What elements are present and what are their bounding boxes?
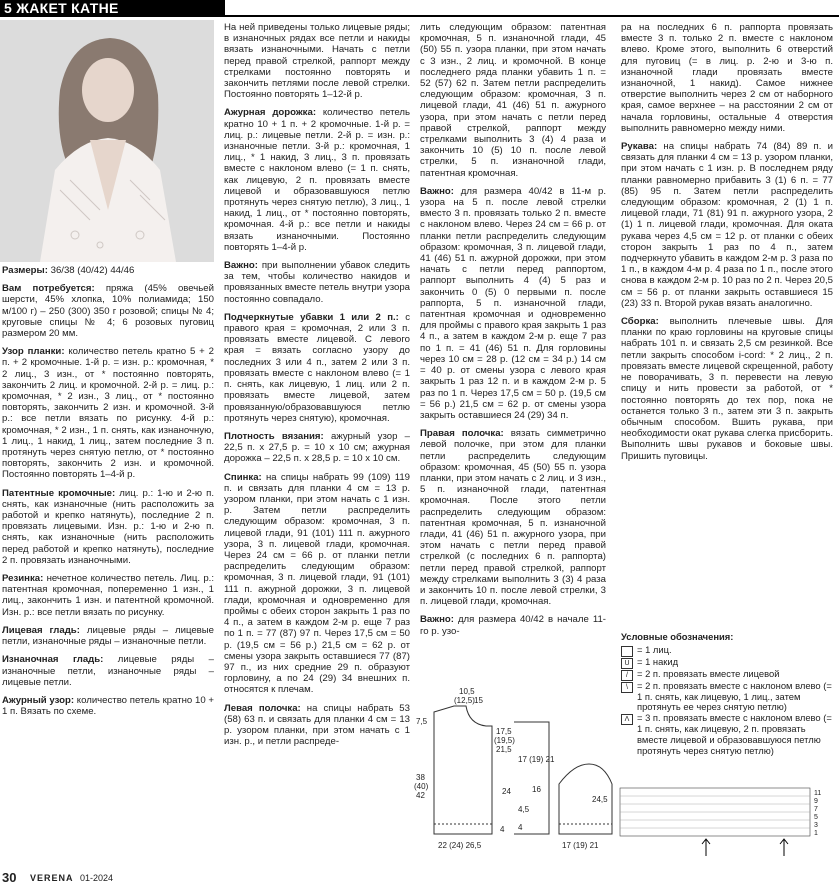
left-front-paragraph <box>224 703 410 748</box>
magazine-name: VERENA <box>30 873 74 883</box>
front-piece-outline <box>434 706 492 834</box>
sleeves-text: на спицы набрать 74 (84) 89 п. и связать для планки 4 см = 13 р. узором планки, при этом начать с 1 изн. р. В последнем ряду планки равномерно прибавить 3 (1) 6 п. = 77 (85) 95 п. Затем петли распределить следующим образом: кромочная, 2 (1) 1 п. лицевой глади, 71 (81) 91 п. ажурного узора, 2 (1) 1 п. лицевой глади, кромочная. Для оката рукава через 4,5 см = 12 р. от планки с обеих сторон закрыть 1 раз по 4 п., затем подчеркнуто убавить в каждом 2-м р. 3 раза по 1 п., в каждом 4-м р. 4 раза по 1 п., после этого снова в каждом 2-м р. 10 раз по 2 п. Через 20,5 см = 56 р. от планки закрыть оставшиеся 15 (23) 33 п. Второй рукав вязать аналогично. <box>621 141 833 309</box>
legend-text: = 2 п. провязать вместе с наклоном влево (= 1 п. снять, как лицевую, 1 лиц., затем протянуть ее через снятую петлю) <box>637 679 832 713</box>
dim-label: 42 <box>416 791 425 800</box>
sizes-label: Размеры: <box>2 265 48 276</box>
right-front-label: Правая полочка: <box>420 428 504 440</box>
important3-label: Важно: <box>420 614 454 626</box>
dim-label: 7,5 <box>416 717 428 726</box>
dim-label: 4,5 <box>518 805 530 814</box>
legend-item <box>621 681 833 713</box>
important3-text: для размера 40/42 в начале 11-го р. узо- <box>420 614 606 637</box>
dim-label: 17 (19) 21 <box>518 755 555 764</box>
assembly-paragraph <box>621 316 833 462</box>
legend-item <box>621 657 833 669</box>
right-front-text: вязать симметрично левой полочке, при этом для планки петли распределить следующим образом: кромочная, 45 (50) 55 п. узора планки, при этом начать с 2 лиц. и 3 изн., 5 п. изнаночной глади, патентная кромочная. После этого петли распределить следующим образом: патентная кромочная, 5 п. изнаночной глади, 41 (46) 51 п. ажурного узора, при этом начать с петли перед правой стрелкой (с последних 6 п. раппорта) петли перед правой стрелкой, раппорт между стрелками выполнить 3 (3) 4 раза и закончить 10 п. после левой стрелки, 3 п. лицевой глади, кромочная. <box>420 428 607 608</box>
openwork-label: Ажурный узор: <box>2 694 75 706</box>
dim-label: 17 (19) 21 <box>562 841 599 850</box>
sleeves-label: Рукава: <box>621 141 658 153</box>
legend-text: = 1 накид <box>637 655 679 667</box>
sk2p-symbol-icon: Λ <box>621 714 633 725</box>
row-number: 7 <box>814 806 818 813</box>
column-4 <box>621 22 833 469</box>
important-label: Важно: <box>224 260 258 272</box>
gauge-paragraph <box>224 431 410 465</box>
openwork-paragraph <box>2 695 214 717</box>
legend-item <box>621 669 833 681</box>
reverse-text: лицевые ряды – изнаночные петли, изнаночные ряды – лицевые петли. <box>2 654 214 688</box>
assembly-label: Сборка: <box>621 316 659 328</box>
dim-label: 24 <box>502 787 511 796</box>
materials-text: пряжа (45% овечьей шерсти, 45% хлопка, 10% полиамида; 150 м/100 г) – 250 (300) 350 г розовой; спицы № 4; круговые спицы № 4; 6 розовых пуговиц размером 20 мм. <box>2 283 214 340</box>
page-number: 30 <box>2 870 17 885</box>
dim-label: 17,5 <box>496 727 512 736</box>
left-front-text: на спицы набрать 53 (58) 63 п. и связать для планки 4 см = 13 р. узором планки, при этом начать с 1 изн. р., и петли распреде- <box>224 702 410 748</box>
important3-paragraph <box>420 614 606 636</box>
important2-label: Важно: <box>420 185 454 197</box>
model-illustration <box>0 20 214 262</box>
decreases-paragraph <box>224 312 410 424</box>
legend-title: Условные обозначения: <box>621 631 734 642</box>
lace-edge-label: Узор планки: <box>2 346 65 358</box>
lace-edge-paragraph <box>2 346 214 480</box>
legend-text: = 3 п. провязать вместе с наклоном влево (= 1 п. снять, как лицевую, 2 п. провязать вместе лицевой и образовавшуюся петлю протянуть через снятую петлю) <box>637 712 832 756</box>
important2-paragraph <box>420 186 606 421</box>
dim-label: (19,5) <box>494 736 515 745</box>
back-paragraph <box>224 472 410 696</box>
important2-text: для размера 40/42 в 11-м р. узора на 5 п. после левой стрелки вместо 3 п. провязать только 2 п. вместе с наклоном влево. Через 24 см = 66 р. от планки петли распределить следующим образом: кромочная, 3 п. лицевой глади, 41 (46) 51 п. ажурной дорожки, при этом начать с петли перед раппортом, раппорт выполнить 4 (4) 5 раз и закончить 0 (5) 0 первыми п. после раппорта, 5 п. изнаночной глади, патентная кромочная и одновременно для проймы с правого края закрыть 1 раз 4 п., а затем в каждом 2-м р. еще 7 раз по 1 п. = 41 (46) 51 п. Для горловины через 10 см = 28 р. (12 см = 34 р.) 14 см = 40 р. от смены узора с левого края закрыть 1 раз 12 п. и в каждом 2-м р. 5 раз по 1 п. Через 17,5 см = 50 р. (19,5 см = 56 р.) 21,5 см = 62 р. от смены узора закрыть оставшиеся 24 (29) 34 п. <box>420 185 606 421</box>
dim-label: (40) <box>414 782 429 791</box>
sleeves-paragraph <box>621 141 833 309</box>
k2tog-symbol-icon: / <box>621 670 633 681</box>
back-label: Спинка: <box>224 471 262 483</box>
stockinette-text: лицевые ряды – лицевые петли, изнаночные ряды – изнаночные петли. <box>2 624 214 648</box>
legend-item <box>621 645 833 657</box>
garment-schematic <box>414 684 616 860</box>
row-number: 9 <box>814 798 818 805</box>
back-text: на спицы набрать 99 (109) 119 п. и связать для планки 4 см = 13 р. узором планки, при этом начать с 1 изн. р. Затем петли распределить следующим образом: кромочная, 3 п. лицевой глади, 91 (101) 111 п. ажурного узора, 3 п. лицевой глади, кромочная. Через 24 см = 66 р. от планки петли распределить следующим образом: кромочная, 3 п. лицевой глади, 91 (101) 111 п. ажурной дорожки, 3 п. лицевой глади, кромочная и одновременно для проймы с обеих сторон закрыть 1 раз по 4 п., а затем в каждом 2-м р. еще 7 раз по 1 п. = 77 (87) 97 п. Через 17,5 см = 50 р. (19,5 см = 56 р.) 21,5 см = 62 р. от смены узора закрыть оставшиеся 77 (87) 97 п., из них средние 29 п. образуют горловину, а по 24 (29) 34 внешних п. относятся к плечам. <box>224 471 410 696</box>
important-paragraph <box>224 260 410 305</box>
rib-paragraph <box>2 573 214 618</box>
dim-label: 16 <box>532 785 541 794</box>
yarn-over-symbol-icon: U <box>621 658 633 669</box>
dim-label: 38 <box>416 773 425 782</box>
dim-label: 21,5 <box>496 745 512 754</box>
openwork-cont-paragraph: На ней приведены только лицевые ряды; в изнаночных рядах все петли и накиды вязать изнаночными. Начать с петли перед правой стрелкой, раппорт между стрелками постоянно повторять и закончить петлями после левой стрелки. Постоянно повторять 1–12-й р. <box>224 22 410 101</box>
lace-edge-text: количество петель кратно 5 + 2 п. + 2 кромочные. 1-й р. = изн. р.: кромочная, * 2 лиц., 3 изн., от * постоянно повторять, закончить 2 лиц. и кромочной. 2-й р. = лиц. р.: кромочная, * 2 изн., 3 лиц., от * постоянно повторять, закончить 2 изн. и кромочной. 3-й р.: все петли вязать по рисунку. 4-й р.: кромочная, * 2 изн., 1 п. снять, как изнаночную, 1 лиц., 1 накид, 1 лиц., затем последние 3 п. протянуть через снятую петлю, от * постоянно повторять, закончить 2 изн. и кромочной. Постоянно повторять 1–4-й р. <box>2 346 214 481</box>
back-piece-outline <box>514 722 549 834</box>
left-front-label: Левая полочка: <box>224 702 301 714</box>
title-bar <box>0 0 839 19</box>
row-number: 3 <box>814 822 818 829</box>
important-text: при выполнении убавок следить за тем, чтобы количество накидов и провязанных вместе петель внутри узора постоянно совпадало. <box>224 260 410 305</box>
column-2 <box>224 22 410 754</box>
rib-label: Резинка: <box>2 573 44 585</box>
column-1 <box>2 265 214 724</box>
row-number: 1 <box>814 830 818 837</box>
decreases-text: с правого края = кромочная, 2 или 3 п. провязать вместе лицевой. С левого края = вязать согласно узору до последних 3 или 4 п., затем 2 или 3 п. провязать вместе с наклоном влево (= 1 п. снять, как лицевую, 1 лиц. или 2 п. провязать вместе лицевой, затем провязанную/образовавшуюся петлю протянуть через снятую), кромочная. <box>224 311 410 424</box>
stockinette-label: Лицевая гладь: <box>2 624 80 636</box>
dim-label: 22 (24) 26,5 <box>438 841 482 850</box>
sizes-text: 36/38 (40/42) 44/46 <box>47 265 135 276</box>
patent-edge-paragraph <box>2 488 214 566</box>
dim-label: 15 <box>474 696 483 705</box>
reverse-label: Изнаночная гладь: <box>2 654 104 666</box>
openwork-chart <box>616 784 834 860</box>
path-label: Ажурная дорожка: <box>224 107 317 119</box>
patent-edge-text: лиц. р.: 1-ю и 2-ю п. снять, как изнаночные (нить расположить за работой и крепко натянуть), последние 2 п. провязать лицевыми. Изн. р.: 1-ю и 2-ю п. снять, как изнаночные (нить расположить перед работой и крепко натянуть), последние 2 п. провязать изнаночными. <box>2 487 214 566</box>
column-3 <box>420 22 606 644</box>
page-title: 5 ЖАКЕТ КАТНЕ <box>4 0 119 16</box>
legend <box>621 632 833 756</box>
left-front-cont-paragraph: лить следующим образом: патентная кромочная, 5 п. изнаночной глади, 45 (50) 55 п. узора планки, при этом начать с 3 изн., 2 лиц. и кромочной. В конце последнего ряда планки убавить 1 п. = 52 (57) 62 п. Затем петли распределить следующим образом: кромочная, 3 п. лицевой глади, 41 (46) 51 п. ажурного узора, при этом начать с петли перед правой стрелкой, раппорт между стрелками выполнить 3 (4) 4 раза и закончить 10 (5) 10 п. после левой стрелки, 5 п. изнаночной глади, патентная кромочная. <box>420 22 606 179</box>
legend-text: = 1 лиц. <box>637 643 672 655</box>
model-photo <box>0 20 214 262</box>
dim-label: 10,5 <box>459 687 475 696</box>
assembly-text: выполнить плечевые швы. Для планки по краю горловины на круговые спицы набрать 101 п. и связать 2,5 см резинкой. Все петли закрыть способом i-cord: * 2 лиц., 2 п. провязать вместе лицевой скрещенной, работу не поворачивать, 3 п. перевести на левую спицу и нить провести за работой, от * постоянно повторять до тех пор, пока не останется только 3 п., затем эти 3 п. закрыть обычным способом. Вшить рукава, при необходимости окат рукава слегка присборить. Выполнить швы рукавов и боковые швы. Пришить пуговицы. <box>621 316 833 462</box>
chart-arrows <box>702 839 788 856</box>
right-front-paragraph <box>420 428 606 607</box>
dim-label: (12,5) <box>454 696 475 705</box>
rib-text: нечетное количество петель. Лиц. р.: патентная кромочная, попеременно 1 изн., 1 лиц., закончить 1 изн. и патентной кромочной. Изн. р.: все петли вязать по рисунку. <box>2 573 214 618</box>
stockinette-paragraph <box>2 625 214 647</box>
row-number: 5 <box>814 814 818 821</box>
gauge-label: Плотность вязания: <box>224 430 324 442</box>
materials-paragraph <box>2 283 214 339</box>
path-paragraph <box>224 107 410 253</box>
ssk-symbol-icon: \ <box>621 682 633 693</box>
sizes-paragraph <box>2 265 214 276</box>
reverse-paragraph <box>2 654 214 688</box>
path-text: количество петель кратно 10 + 1 п. + 2 кромочные. 1-й р. = лиц. р.: лицевые петли. 2-й р. = изн. р.: изнаночные петли. 3-й р.: кромочная, 1 лиц., * 1 накид, 3 лиц., 3 п. провязать вместе с наклоном влево (= 1 п. снять, как лицевую, 2 п. провязать вместе лицевой и образовавшуюся петлю протянуть через снятую петлю), 3 лиц., 1 накид, 1 лиц., от * постоянно повторять, кромочная. 4-й р.: все петли и накиды вязать изнаночными. Постоянно повторять 1–4-й р. <box>224 107 411 253</box>
row-number: 11 <box>814 790 822 797</box>
title-rule <box>225 15 839 17</box>
openwork-text: количество петель кратно 10 + 1 п. Вязать по схеме. <box>2 694 214 718</box>
issue: 01-2024 <box>80 873 114 883</box>
dim-label: 24,5 <box>592 795 608 804</box>
legend-item <box>621 713 833 756</box>
materials-label: Вам потребуется: <box>2 283 95 295</box>
dim-label: 4 <box>500 825 505 834</box>
legend-text: = 2 п. провязать вместе лицевой <box>637 667 780 679</box>
patent-edge-label: Патентные кромочные: <box>2 487 116 499</box>
knit-symbol-icon <box>621 646 633 657</box>
footer <box>0 866 839 892</box>
col4-cont-paragraph: ра на последних 6 п. раппорта провязать вместе 3 п. только 2 п. вместе с наклоном влево. Кроме этого, выполнить 6 отверстий для пуговиц (= в лиц. р. 2-ю и 3-ю п. изнаночной глади провязать вместе изнаночной, 1 накид). Самое нижнее отверстие выполнить через 2 см от наборного края, самое верхнее – на расстоянии 2 см от начала горловины, остальные 4 отверстия выполнить равномерно между ними. <box>621 22 833 134</box>
dim-label: 4 <box>518 823 523 832</box>
gauge-text: ажурный узор – 22,5 п. х 27,5 р. = 10 х 10 см; ажурная дорожка – 22,5 п. х 28,5 р. = 10 х 10 см. <box>224 430 410 465</box>
decreases-label: Подчеркнутые убавки 1 или 2 п.: <box>224 311 399 323</box>
